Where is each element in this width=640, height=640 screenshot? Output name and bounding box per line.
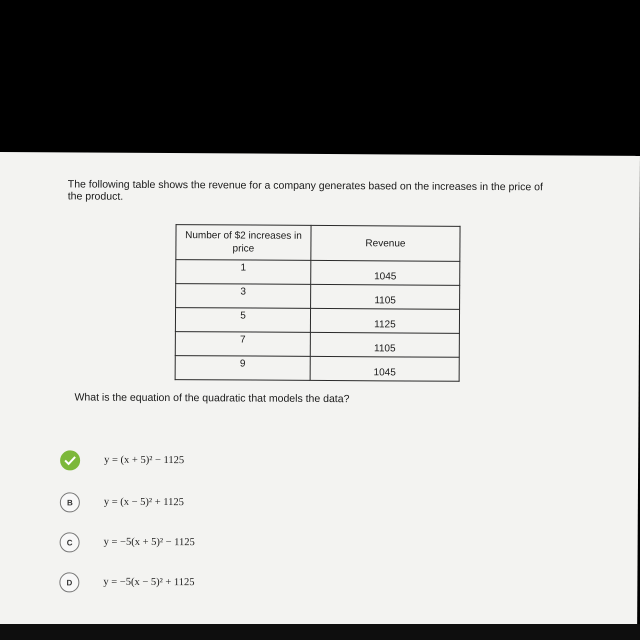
answer-equation: y = (x − 5)² + 1125: [103, 496, 184, 509]
answer-choice-b[interactable]: [60, 492, 320, 516]
answer-equation: y = −5(x − 5)² + 1125: [103, 576, 195, 589]
answer-equation: y = −5(x + 5)² − 1125: [103, 536, 195, 549]
choice-letter-badge: B: [60, 492, 80, 512]
table-cell-increases: 7: [175, 332, 310, 357]
table-row: [176, 284, 460, 310]
answer-choice-c[interactable]: [60, 532, 320, 556]
column-header-revenue: Revenue: [311, 225, 460, 261]
answer-choice-a[interactable]: [60, 450, 320, 474]
column-header-increases: Number of $2 increases in price: [176, 225, 311, 261]
answer-equation: y = (x + 5)² − 1125: [104, 454, 185, 467]
answer-choice-d[interactable]: [59, 572, 319, 596]
revenue-table: [175, 224, 461, 382]
table-row: [175, 308, 459, 334]
table-cell-revenue: 1105: [311, 284, 460, 309]
table-cell-revenue: 1105: [310, 332, 459, 357]
bottom-bar: [0, 624, 640, 640]
question-text: The following table shows the revenue for a company generates based on the increases in the price of the product.: [67, 178, 543, 203]
table-cell-revenue: 1045: [310, 356, 459, 381]
table-cell-increases: 1: [176, 260, 311, 285]
choice-letter-badge: D: [59, 572, 79, 592]
table-header-row: [176, 225, 460, 262]
table-row: [175, 356, 459, 382]
quiz-screen: [0, 152, 640, 631]
table-cell-revenue: 1045: [311, 260, 460, 285]
question-prompt: What is the equation of the quadratic that models the data?: [74, 391, 350, 406]
table-row: [175, 332, 459, 358]
table-cell-revenue: 1125: [310, 308, 459, 333]
checkmark-icon: [60, 450, 80, 470]
table-row: [176, 260, 460, 286]
choice-letter-badge: C: [60, 532, 80, 552]
table-cell-increases: 3: [176, 284, 311, 309]
table-cell-increases: 5: [175, 308, 310, 333]
table-cell-increases: 9: [175, 356, 310, 381]
